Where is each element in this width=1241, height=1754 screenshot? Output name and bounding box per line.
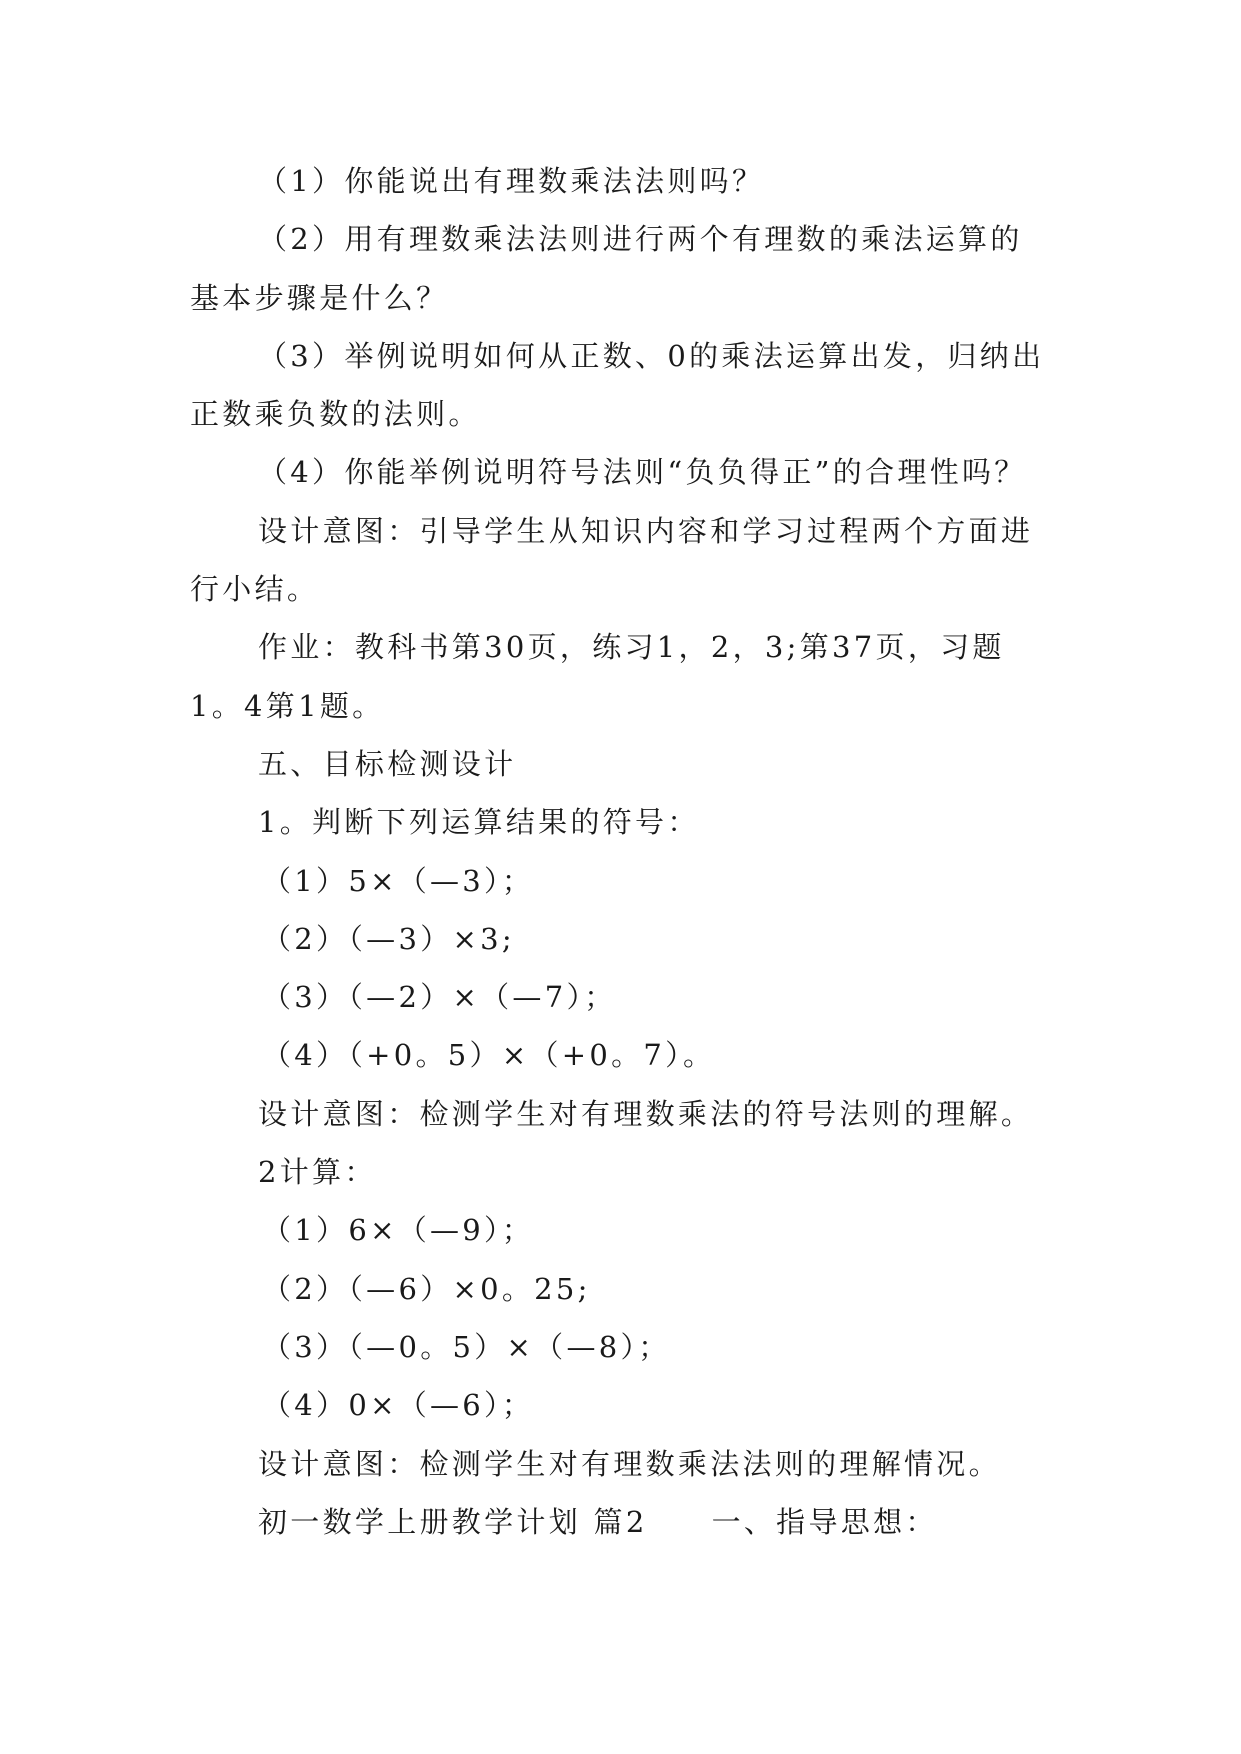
document-body [190, 152, 1060, 1551]
task-1-item-1: （1）5×（—3）； [262, 863, 535, 898]
question-3-line-1: （3）举例说明如何从正数、0的乘法运算出发，归纳出 [258, 338, 1045, 373]
task-2-item-4: （4）0×（—6）； [262, 1388, 535, 1423]
question-2-line-2: 基本步骤是什么？ [190, 280, 449, 315]
question-4: （4）你能举例说明符号法则“负负得正”的合理性吗？ [258, 455, 1027, 490]
design-intent-2: 设计意图：检测学生对有理数乘法的符号法则的理解。 [258, 1096, 1034, 1131]
design-intent-1-line-1: 设计意图：引导学生从知识内容和学习过程两个方面进 [258, 513, 1034, 548]
question-3-line-2: 正数乘负数的法则。 [190, 397, 481, 432]
guiding-heading: 一、指导思想： [711, 1504, 938, 1539]
task-1-heading: 1。判断下列运算结果的符号： [258, 805, 700, 840]
task-2-item-3: （3）（—0。5）×（—8）； [262, 1329, 671, 1364]
homework-line-2: 1。4第1题。 [190, 688, 385, 723]
plan-title: 初一数学上册教学计划 篇2 [258, 1504, 648, 1539]
task-2-item-1: （1）6×（—9）； [262, 1213, 535, 1248]
homework-line-1: 作业：教科书第30页，练习1，2，3;第37页，习题 [258, 630, 1005, 665]
task-1-item-4: （4）（+0。5）×（+0。7）。 [262, 1038, 716, 1073]
design-intent-1-line-2: 行小结。 [190, 572, 320, 607]
plan-title-line [190, 1493, 1060, 1551]
task-1-item-2: （2）（—3）×3; [262, 921, 515, 956]
question-1: （1）你能说出有理数乘法法则吗？ [258, 164, 765, 198]
task-1-item-3: （3）（—2）×（—7）； [262, 980, 617, 1015]
question-2-line-1: （2）用有理数乘法法则进行两个有理数的乘法运算的 [258, 222, 1023, 257]
design-intent-3: 设计意图：检测学生对有理数乘法法则的理解情况。 [258, 1446, 1001, 1481]
task-2-heading: 2计算： [258, 1155, 377, 1190]
task-2-item-2: （2）（—6）×0。25; [262, 1271, 591, 1306]
section-heading-5: 五、目标检测设计 [258, 746, 517, 781]
